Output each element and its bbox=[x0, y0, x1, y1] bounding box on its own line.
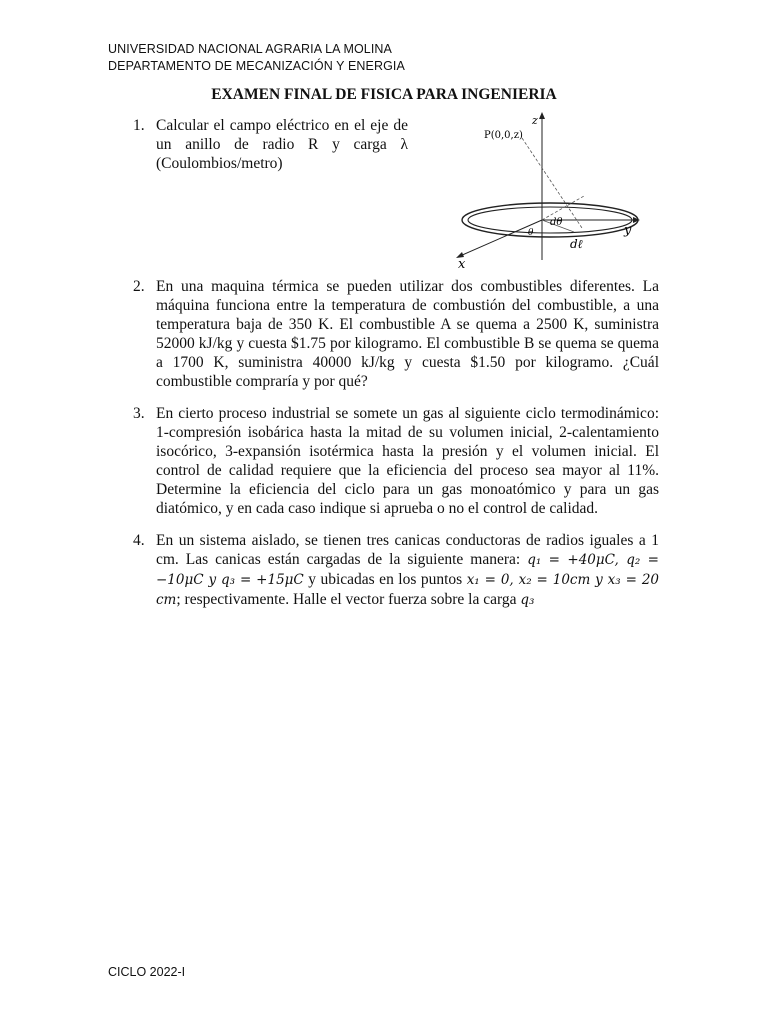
question-4 bbox=[133, 531, 659, 610]
question-text: Calcular el campo eléctrico en el eje de un anillo de radio R y carga λ (Coulombios/metro) bbox=[156, 117, 408, 172]
question-text-part: ; respectivamente. Halle el vector fuerza sobre la carga bbox=[176, 591, 521, 608]
theta-label: θ bbox=[528, 228, 534, 238]
question-text bbox=[156, 531, 659, 610]
question-1 bbox=[133, 116, 408, 173]
question-number: 4. bbox=[133, 532, 145, 549]
department-name: DEPARTAMENTO DE MECANIZACIÓN Y ENERGIA bbox=[108, 59, 405, 73]
z-axis-label: z bbox=[532, 114, 538, 127]
ring-diagram bbox=[424, 110, 646, 270]
question-text-part: y ubicadas en los puntos bbox=[303, 571, 467, 588]
exam-title: EXAMEN FINAL DE FISICA PARA INGENIERIA bbox=[211, 86, 557, 103]
charges-formula: q₁ = +40μC, q₂ = −10μC y q₃ = +15μC bbox=[156, 552, 659, 588]
university-name: UNIVERSIDAD NACIONAL AGRARIA LA MOLINA bbox=[108, 42, 392, 56]
question-3 bbox=[133, 404, 659, 518]
question-text: En cierto proceso industrial se somete un gas al siguiente ciclo termodinámico: 1-compresión isobárica hasta la mitad de su volumen inicial, 2-calentamiento isocórico, 3-expansión isotérmica hasta la presión y el volumen inicial. El control de calidad requiere que la eficiencia del proceso sea mayor al 11%. Determine la eficiencia del ciclo para un gas monoatómico y para un gas diatómico, y en cada caso indique si aprueba o no el control de calidad. bbox=[156, 405, 659, 517]
dtheta-label: dθ bbox=[550, 217, 563, 228]
dl-label: dℓ bbox=[570, 237, 583, 251]
cycle-label: CICLO 2022-I bbox=[108, 965, 186, 979]
x-axis-label: x bbox=[458, 257, 466, 270]
question-2 bbox=[133, 277, 659, 391]
question-number: 1. bbox=[133, 117, 145, 134]
y-axis-label: y bbox=[624, 223, 632, 238]
question-text: En una maquina térmica se pueden utilizar dos combustibles diferentes. La máquina funciona entre la temperatura de combustión del combustible, a una temperatura baja de 350 K. El combustible A se quema a 2500 K, suministra 52000 kJ/kg y cuesta $1.75 por kilogramo. El combustible B se quema se quema a 1700 K, suministra 40000 kJ/kg y cuesta $1.50 por kilogramo. ¿Cuál combustible compraría y por qué? bbox=[156, 278, 659, 390]
positions-formula: x₁ = 0, x₂ = 10cm y x₃ = 20 cm bbox=[156, 572, 659, 608]
question-number: 3. bbox=[133, 405, 145, 422]
question-text-part: En un sistema aislado, se tienen tres canicas conductoras de radios iguales a 1 cm. Las canicas están cargadas de la siguiente manera: bbox=[156, 532, 659, 568]
point-label: P(0,0,z) bbox=[484, 130, 523, 141]
target-charge: q₃ bbox=[520, 592, 535, 608]
question-number: 2. bbox=[133, 278, 145, 295]
